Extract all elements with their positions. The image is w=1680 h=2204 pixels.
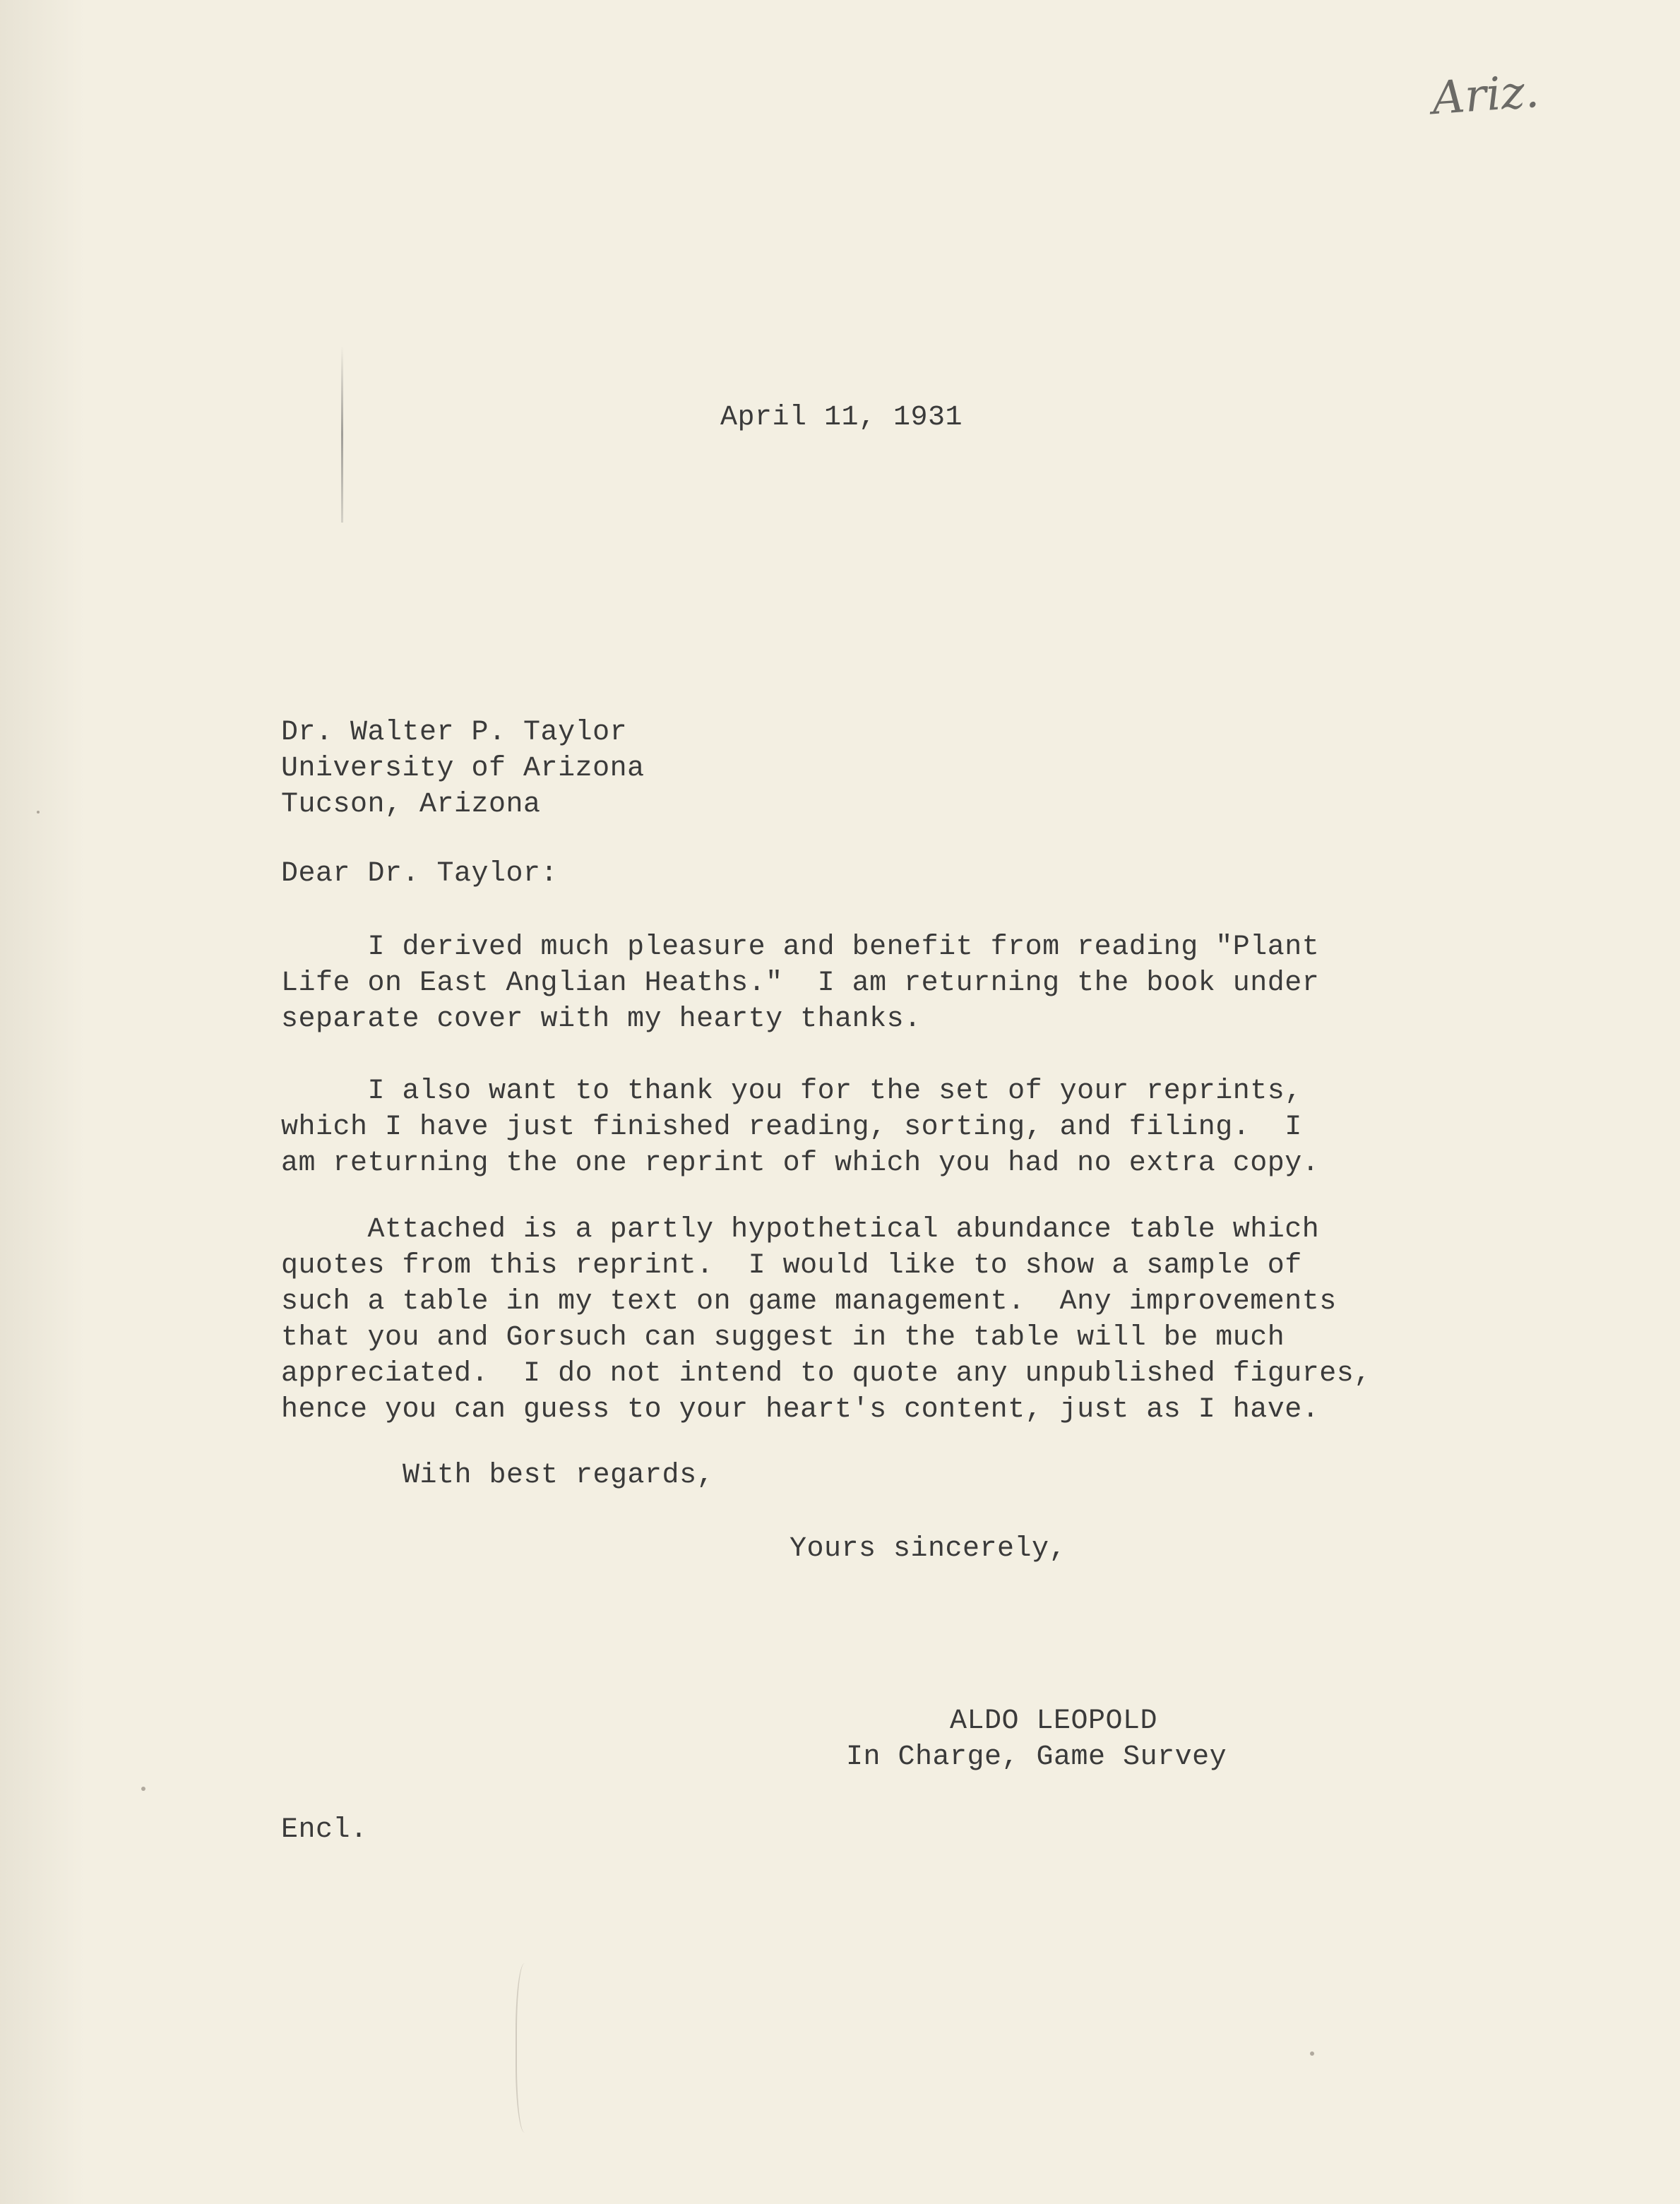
margin-pencil-mark (341, 346, 343, 523)
paper-fold-mark (516, 1963, 538, 2133)
handwritten-annotation: Ariz. (1430, 65, 1541, 126)
enclosure-note: Encl. (281, 1814, 368, 1846)
paragraph-line: am returning the one reprint of which you had no extra copy. (281, 1148, 1320, 1179)
paragraph-line: that you and Gorsuch can suggest in the table will be much (281, 1322, 1285, 1354)
paragraph-line: I also want to thank you for the set of your reprints, (281, 1076, 1302, 1107)
paragraph-line: such a table in my text on game management. Any improvements (281, 1286, 1337, 1318)
closing-regards: With best regards, (403, 1460, 715, 1491)
salutation: Dear Dr. Taylor: (281, 858, 559, 890)
recipient-city: Tucson, Arizona (281, 789, 541, 821)
paragraph-line: Life on East Anglian Heaths." I am returning the book under (281, 967, 1320, 999)
recipient-institution: University of Arizona (281, 753, 645, 785)
paragraph-line: I derived much pleasure and benefit from reading "Plant (281, 931, 1320, 963)
paragraph-line: which I have just finished reading, sorting, and filing. I (281, 1112, 1302, 1143)
letter-date: April 11, 1931 (720, 402, 963, 434)
paragraph-line: appreciated. I do not intend to quote any unpublished figures, (281, 1358, 1371, 1390)
signature-title: In Charge, Game Survey (846, 1741, 1227, 1773)
paragraph-line: Attached is a partly hypothetical abundance table which (281, 1214, 1320, 1246)
paragraph-thanks-reprints (281, 1073, 1319, 1181)
paper-spot (141, 1787, 145, 1791)
paragraph-line: separate cover with my hearty thanks. (281, 1003, 922, 1035)
paper-spot (37, 811, 40, 814)
complimentary-close: Yours sincerely, (790, 1533, 1067, 1565)
signature-name: ALDO LEOPOLD (950, 1705, 1158, 1737)
paragraph-abundance-table (281, 1212, 1371, 1428)
paper-spot (1310, 2051, 1314, 2056)
paragraph-thanks-book (281, 929, 1319, 1037)
recipient-name: Dr. Walter P. Taylor (281, 717, 628, 749)
paragraph-line: quotes from this reprint. I would like to show a sample of (281, 1250, 1302, 1282)
paragraph-line: hence you can guess to your heart's content, just as I have. (281, 1394, 1320, 1426)
